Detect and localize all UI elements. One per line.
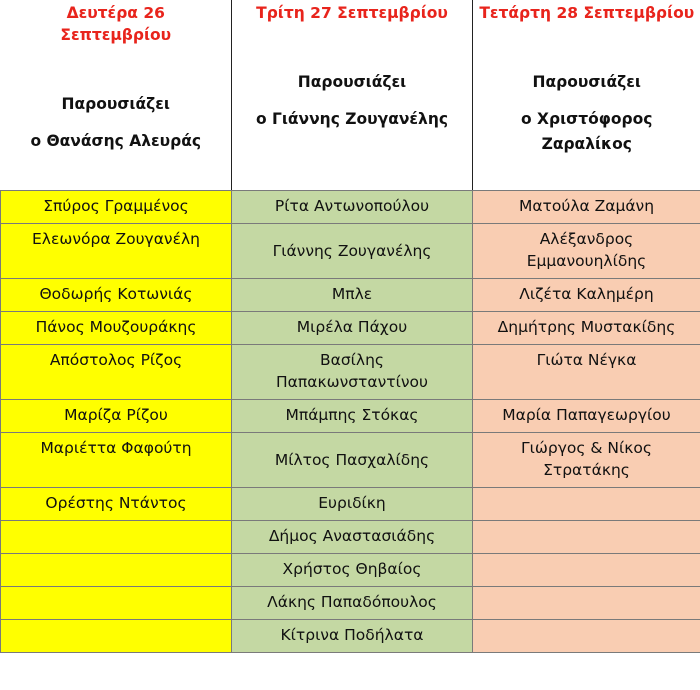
performer-line: Γιώργος & Νίκος (521, 439, 652, 457)
performer-cell-tuesday: Μπλε (232, 279, 473, 312)
host-name: ο Γιάννης Ζουγανέλης (255, 110, 449, 128)
header-wednesday (473, 0, 700, 191)
performer-cell-wednesday (473, 620, 700, 653)
table-row (1, 224, 700, 279)
performer-cell-wednesday (473, 224, 700, 279)
performer-cell-monday (1, 587, 232, 620)
table-row (1, 620, 700, 653)
performer-cell-monday: Ορέστης Ντάντος (1, 488, 232, 521)
day-title-monday (1, 2, 232, 46)
day-title-line: Τετάρτη 28 Σεπτεμβρίου (479, 4, 695, 22)
table-row (1, 400, 700, 433)
performer-cell-tuesday: Μίλτος Πασχαλίδης (232, 433, 473, 488)
performer-cell-tuesday: Ευριδίκη (232, 488, 473, 521)
host-monday (1, 92, 232, 154)
performer-cell-monday: Απόστολος Ρίζος (1, 345, 232, 400)
performer-cell-tuesday: Μιρέλα Πάχου (232, 312, 473, 345)
performer-cell-monday: Μαρίζα Ρίζου (1, 400, 232, 433)
host-name: ο Χριστόφορος (521, 110, 653, 128)
performer-cell-monday (1, 620, 232, 653)
performer-cell-wednesday: Γιώτα Νέγκα (473, 345, 700, 400)
performer-line: Αλέξανδρος (539, 230, 634, 248)
performer-cell-wednesday (473, 488, 700, 521)
table-row (1, 488, 700, 521)
host-name: ο Θανάσης Αλευράς (30, 132, 202, 150)
host-label: Παρουσιάζει (61, 95, 170, 113)
header-tuesday (232, 0, 473, 191)
table-row (1, 433, 700, 488)
day-title-line: Σεπτεμβρίου (60, 26, 172, 44)
performer-cell-wednesday: Δημήτρης Μυστακίδης (473, 312, 700, 345)
performer-cell-monday: Ελεωνόρα Ζουγανέλη (1, 224, 232, 279)
table-row (1, 312, 700, 345)
host-wednesday (473, 70, 700, 157)
performer-cell-tuesday: Κίτρινα Ποδήλατα (232, 620, 473, 653)
performer-cell-tuesday (232, 345, 473, 400)
day-title-tuesday (232, 2, 472, 24)
performer-line: Βασίλης (319, 351, 384, 369)
performer-cell-wednesday (473, 433, 700, 488)
table-row (1, 587, 700, 620)
table-row (1, 554, 700, 587)
performer-cell-monday: Θοδωρής Κοτωνιάς (1, 279, 232, 312)
performer-cell-tuesday: Χρήστος Θηβαίος (232, 554, 473, 587)
performer-cell-wednesday (473, 521, 700, 554)
performer-line: Στρατάκης (543, 461, 630, 479)
host-name: Ζαραλίκος (541, 135, 632, 153)
host-label: Παρουσιάζει (297, 73, 407, 91)
header-row (1, 0, 700, 191)
performer-cell-tuesday: Δήμος Αναστασιάδης (232, 521, 473, 554)
table-row (1, 345, 700, 400)
performer-cell-monday: Πάνος Μουζουράκης (1, 312, 232, 345)
performer-line: Παπακωνσταντίνου (276, 373, 428, 391)
performer-cell-monday (1, 521, 232, 554)
performer-cell-tuesday: Μπάμπης Στόκας (232, 400, 473, 433)
day-title-line: Δευτέρα 26 (66, 4, 165, 22)
performer-cell-tuesday: Ρίτα Αντωνοπούλου (232, 191, 473, 224)
performer-cell-wednesday: Λιζέτα Καλημέρη (473, 279, 700, 312)
performer-cell-monday (1, 554, 232, 587)
day-title-line: Τρίτη 27 Σεπτεμβρίου (256, 4, 448, 22)
table-row (1, 521, 700, 554)
day-title-wednesday (473, 2, 700, 24)
performer-cell-wednesday (473, 587, 700, 620)
performer-cell-monday: Μαριέττα Φαφούτη (1, 433, 232, 488)
performer-line: Εμμανουηλίδης (526, 252, 647, 270)
performer-cell-wednesday: Ματούλα Ζαμάνη (473, 191, 700, 224)
host-label: Παρουσιάζει (532, 73, 641, 91)
performer-cell-tuesday: Γιάννης Ζουγανέλης (232, 224, 473, 279)
performer-cell-monday: Σπύρος Γραμμένος (1, 191, 232, 224)
header-monday (1, 0, 232, 191)
table-row (1, 279, 700, 312)
performer-cell-wednesday (473, 554, 700, 587)
table-row (1, 191, 700, 224)
performer-cell-tuesday: Λάκης Παπαδόπουλος (232, 587, 473, 620)
host-tuesday (232, 70, 472, 132)
performer-cell-wednesday: Μαρία Παπαγεωργίου (473, 400, 700, 433)
